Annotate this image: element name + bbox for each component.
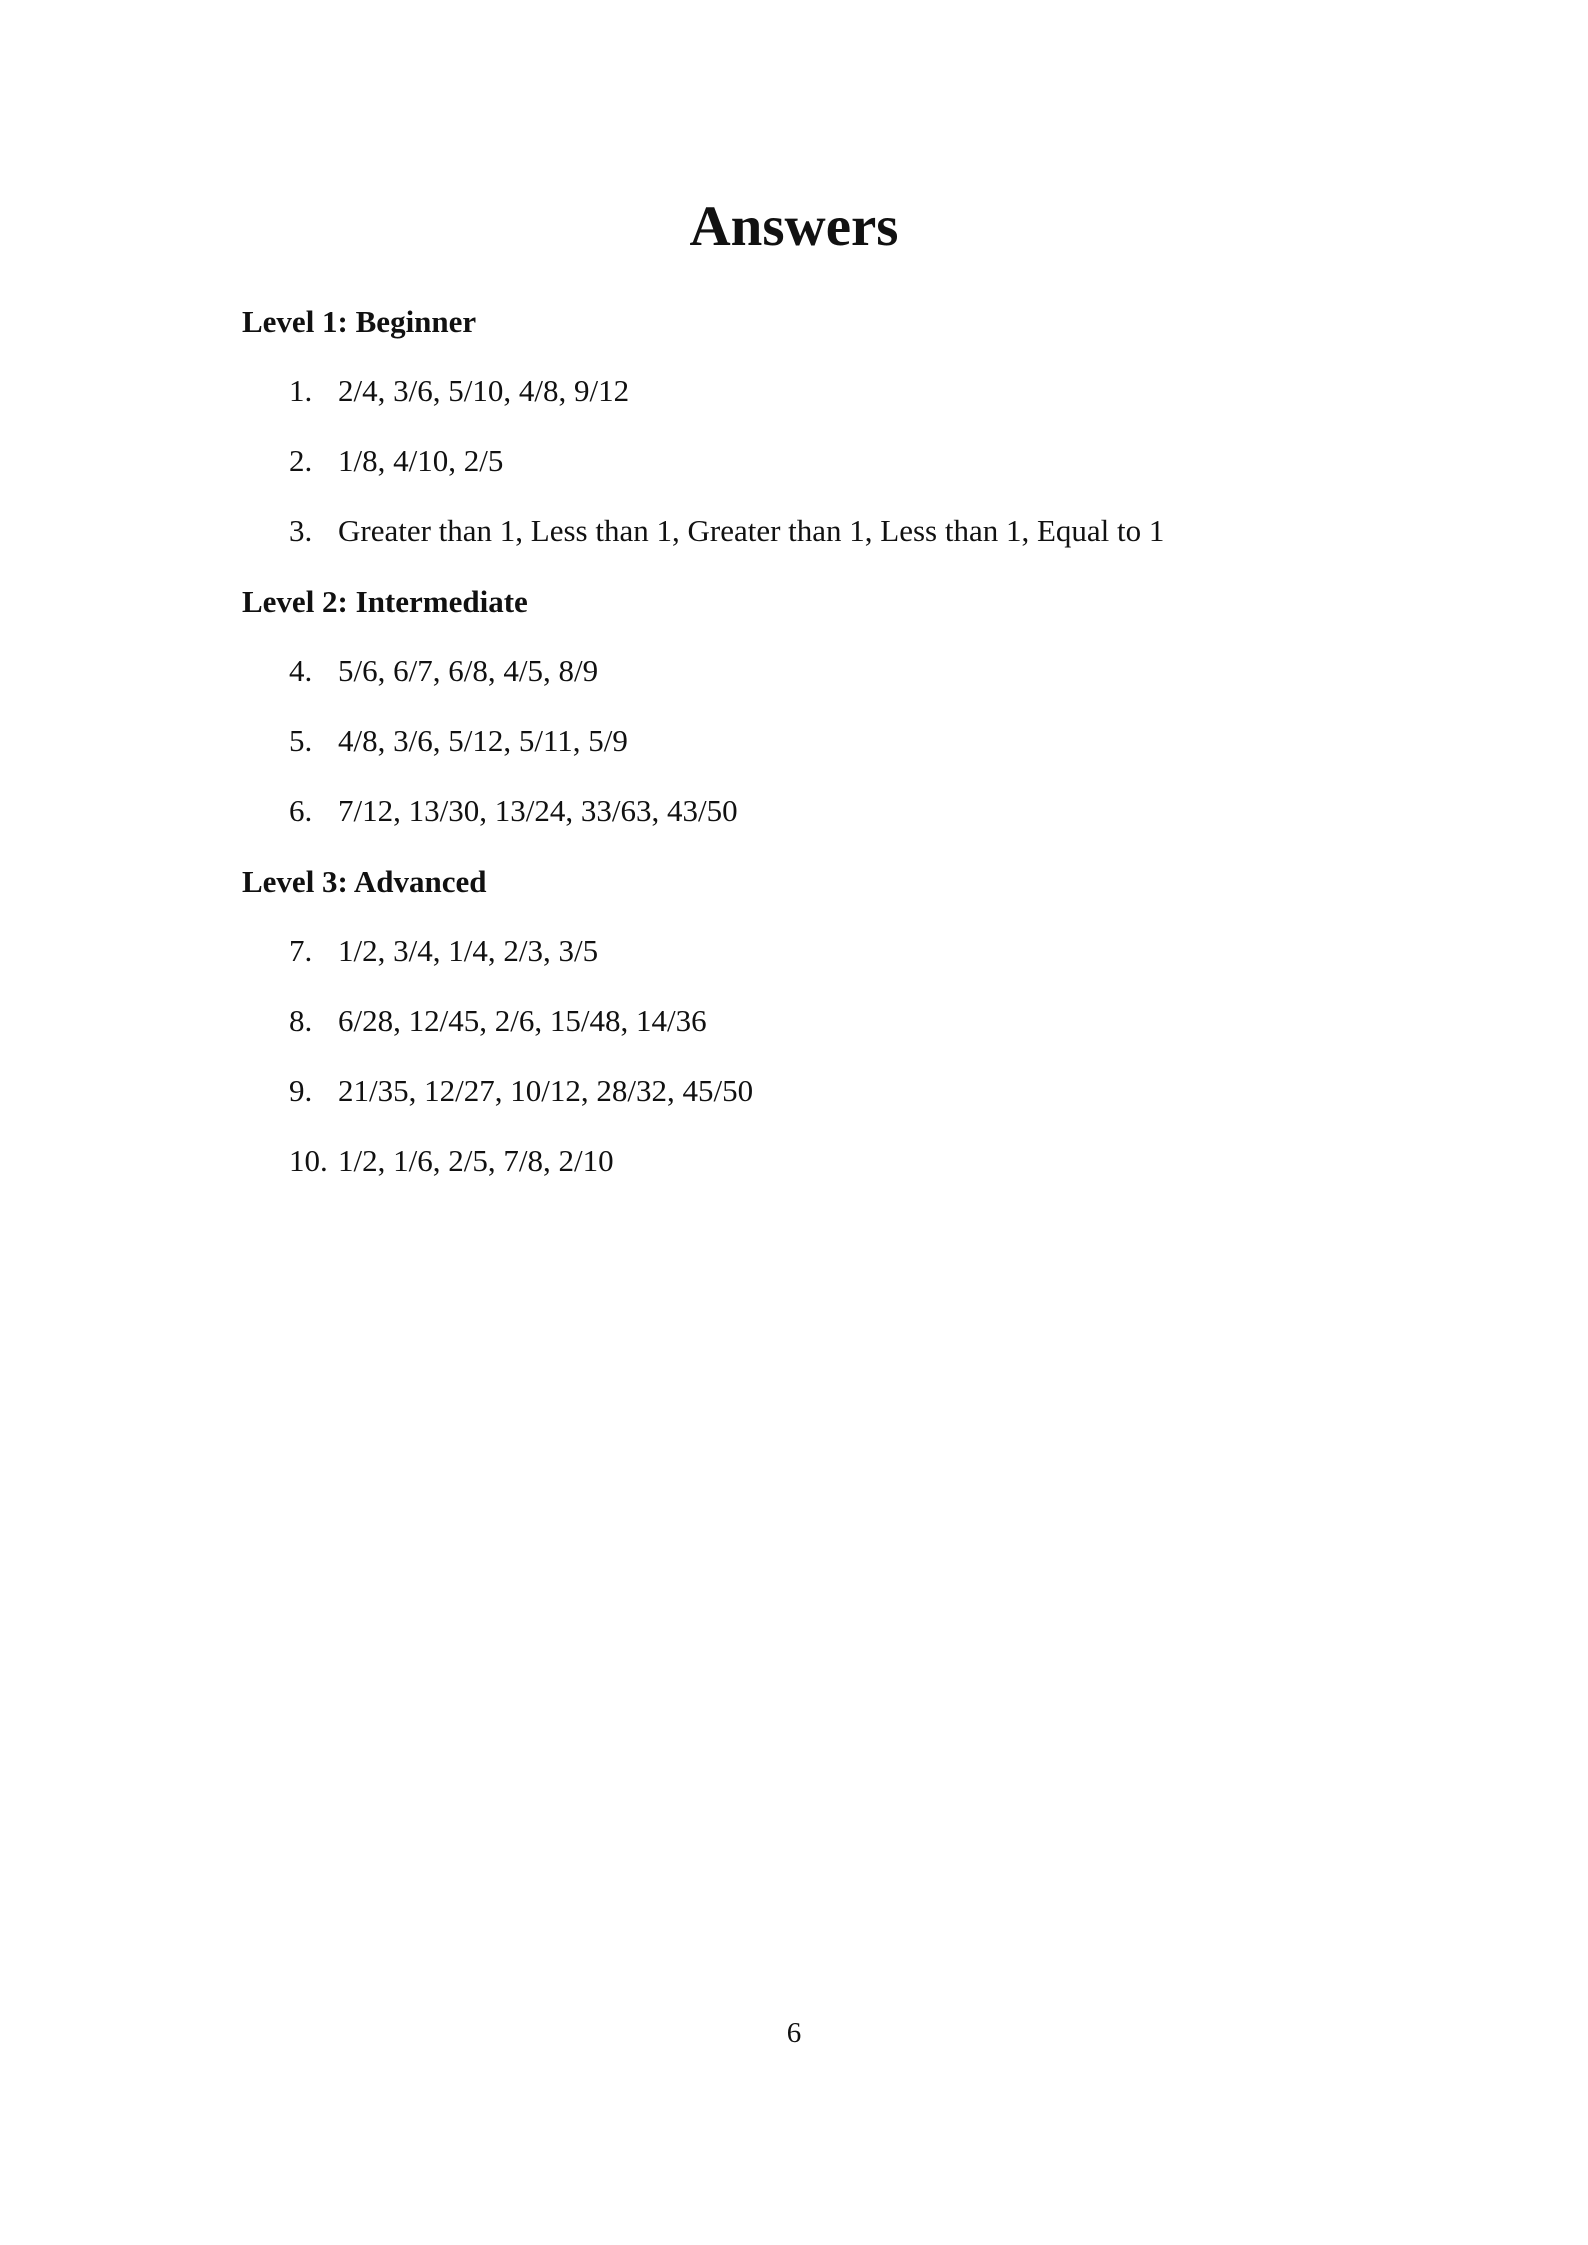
section-heading-level-3: Level 3: Advanced: [242, 864, 487, 899]
answer-number: 10.: [289, 1143, 328, 1178]
answer-text: 5/6, 6/7, 6/8, 4/5, 8/9: [338, 653, 599, 688]
answer-number: 3.: [289, 513, 313, 548]
page-number: 6: [786, 2017, 802, 2049]
answer-item-2: [289, 445, 503, 476]
answer-text: 1/2, 1/6, 2/5, 7/8, 2/10: [338, 1143, 614, 1178]
answer-item-4: [289, 655, 598, 686]
answer-item-9: [289, 1075, 753, 1106]
answer-item-8: [289, 1005, 707, 1036]
answer-item-5: [289, 725, 628, 756]
answer-item-3: [289, 515, 1164, 546]
section-heading-level-1: Level 1: Beginner: [242, 304, 477, 339]
page-title: Answers: [689, 195, 899, 258]
answer-item-10: [289, 1145, 614, 1176]
answer-number: 4.: [289, 653, 313, 688]
answer-number: 8.: [289, 1003, 313, 1038]
answer-item-7: [289, 935, 598, 966]
answer-text: 7/12, 13/30, 13/24, 33/63, 43/50: [338, 793, 738, 828]
answer-number: 6.: [289, 793, 313, 828]
answer-text: 21/35, 12/27, 10/12, 28/32, 45/50: [338, 1073, 754, 1108]
section-heading-level-2: Level 2: Intermediate: [242, 584, 528, 619]
answer-number: 2.: [289, 443, 313, 478]
answer-item-1: [289, 375, 629, 406]
answer-number: 1.: [289, 373, 313, 408]
answer-text: 4/8, 3/6, 5/12, 5/11, 5/9: [338, 723, 628, 758]
answer-item-6: [289, 795, 738, 826]
answer-text: 1/8, 4/10, 2/5: [338, 443, 504, 478]
answer-number: 5.: [289, 723, 313, 758]
answer-text: 2/4, 3/6, 5/10, 4/8, 9/12: [338, 373, 630, 408]
answer-number: 7.: [289, 933, 313, 968]
answer-text: Greater than 1, Less than 1, Greater than 1, Less than 1, Equal to 1: [338, 513, 1165, 548]
answer-text: 6/28, 12/45, 2/6, 15/48, 14/36: [338, 1003, 707, 1038]
answer-number: 9.: [289, 1073, 313, 1108]
answer-text: 1/2, 3/4, 1/4, 2/3, 3/5: [338, 933, 599, 968]
